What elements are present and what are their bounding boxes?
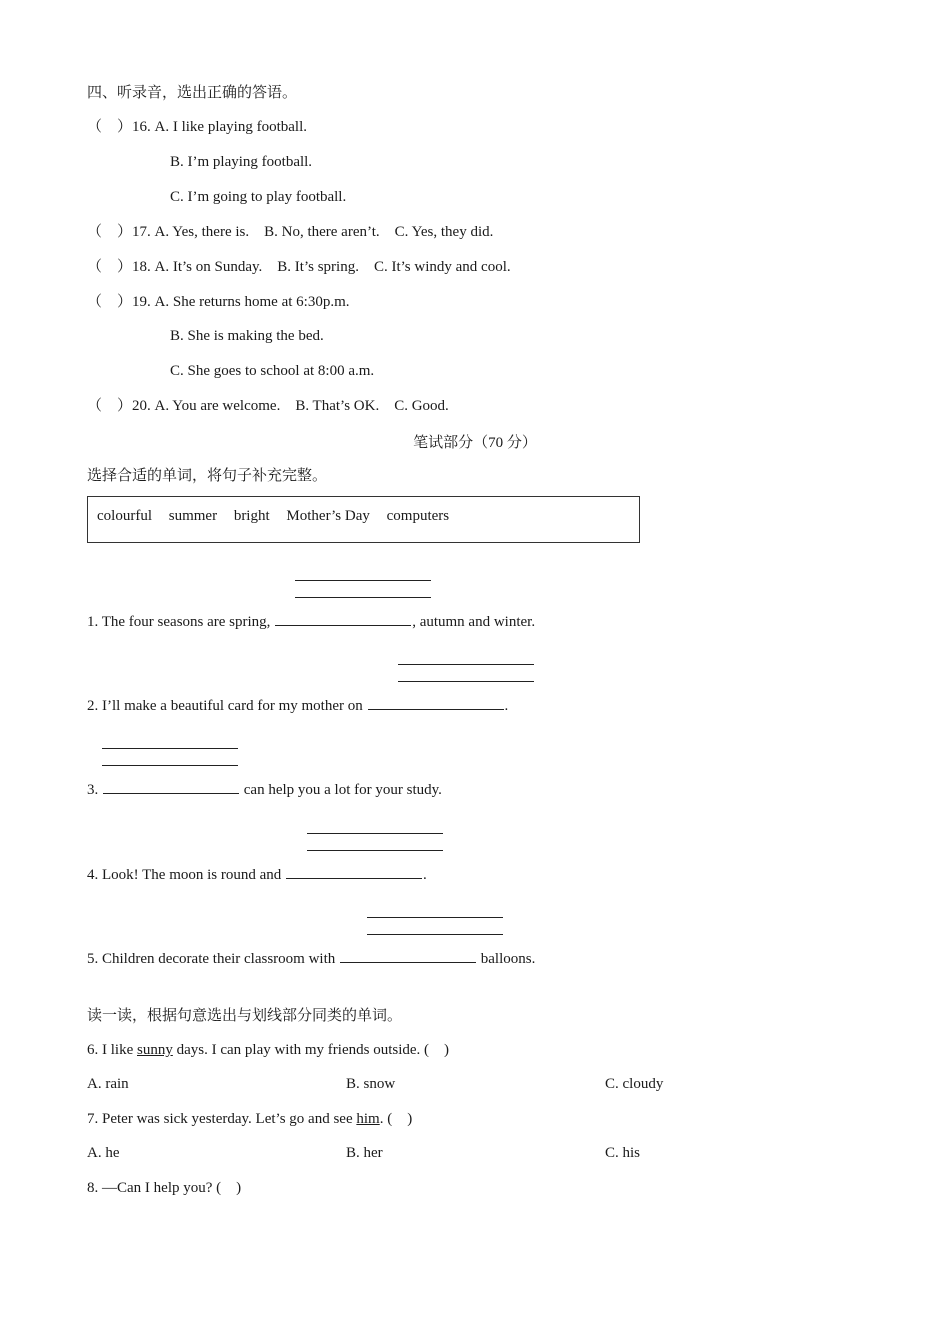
sentence-3 <box>87 778 442 799</box>
answer-line-decoration <box>307 833 443 851</box>
word-bank-item: bright <box>233 508 270 524</box>
question-16 <box>87 118 307 136</box>
question-6-option-c[interactable]: C. cloudy <box>605 1076 664 1092</box>
word-bank-item: colourful <box>97 508 152 524</box>
question-19-option-c: C. She goes to school at 8:00 a.m. <box>170 363 375 379</box>
question-text[interactable]: . ( ) <box>379 1111 413 1127</box>
sentence-text: can help you a lot for your study. <box>240 782 442 798</box>
question-7-option-b[interactable]: B. her <box>346 1145 383 1161</box>
sentence-5 <box>87 947 535 968</box>
written-section-title: 笔试部分（70 分） <box>413 435 537 451</box>
sentence-1 <box>87 610 535 631</box>
answer-paren[interactable]: （ ） <box>87 398 133 414</box>
question-18 <box>87 258 511 276</box>
question-16-option-b: B. I’m playing football. <box>170 154 313 170</box>
question-text: 7. Peter was sick yesterday. Let’s go and see <box>87 1111 357 1127</box>
question-7-option-a[interactable]: A. he <box>87 1145 120 1161</box>
answer-paren[interactable]: （ ） <box>87 119 133 135</box>
answer-blank[interactable] <box>286 863 422 879</box>
sentence-text: 3. <box>87 782 102 798</box>
question-7 <box>87 1110 412 1128</box>
options: 17. A. Yes, there is. B. No, there aren’t. C. Yes, they did. <box>132 224 494 240</box>
sentence-text: 4. Look! The moon is round and <box>87 867 286 883</box>
answer-paren[interactable]: （ ） <box>87 259 133 275</box>
sentence-text: , autumn and winter. <box>412 614 536 630</box>
word-bank <box>97 508 462 525</box>
question-text[interactable]: days. I can play with my friends outside. ( ) <box>172 1042 450 1058</box>
answer-blank[interactable] <box>340 947 476 963</box>
question-7-option-c[interactable]: C. his <box>605 1145 641 1161</box>
sentence-text: 2. I’ll make a beautiful card for my mother on <box>87 698 367 714</box>
word-bank-item: computers <box>386 508 450 524</box>
answer-line-decoration <box>102 748 238 766</box>
answer-blank[interactable] <box>103 778 239 794</box>
answer-line-decoration <box>398 664 534 682</box>
sentence-text: 5. Children decorate their classroom with <box>87 951 340 967</box>
question-16-option-c: C. I’m going to play football. <box>170 189 347 205</box>
sentence-text: balloons. <box>477 951 536 967</box>
question-19-option-b: B. She is making the bed. <box>170 328 324 344</box>
sentence-text: . <box>423 867 427 883</box>
question-20 <box>87 397 449 415</box>
reading-heading: 读一读，根据句意选出与划线部分同类的单词。 <box>87 1008 403 1024</box>
option-a: 19. A. She returns home at 6:30p.m. <box>132 294 350 310</box>
sentence-text: . <box>504 698 509 714</box>
underlined-word: sunny <box>137 1042 173 1058</box>
question-8[interactable]: 8. —Can I help you? ( ) <box>87 1180 242 1196</box>
answer-paren[interactable]: （ ） <box>87 294 133 310</box>
options: 20. A. You are welcome. B. That’s OK. C. Good. <box>132 398 449 414</box>
word-bank-item: Mother’s Day <box>286 508 370 524</box>
question-17 <box>87 223 493 241</box>
fill-in-heading: 选择合适的单词，将句子补充完整。 <box>87 468 328 484</box>
answer-blank[interactable] <box>368 694 504 710</box>
answer-line-decoration <box>295 580 431 598</box>
sentence-4 <box>87 863 427 884</box>
word-bank-box <box>87 496 640 543</box>
word-bank-item: summer <box>168 508 218 524</box>
answer-line-decoration <box>367 917 503 935</box>
question-6-option-a[interactable]: A. rain <box>87 1076 129 1092</box>
underlined-word: him <box>356 1111 380 1127</box>
option-a: 16. A. I like playing football. <box>132 119 307 135</box>
question-text: 6. I like <box>87 1042 137 1058</box>
sentence-text: 1. The four seasons are spring, <box>87 614 275 630</box>
question-6-option-b[interactable]: B. snow <box>346 1076 396 1092</box>
question-6 <box>87 1041 449 1059</box>
sentence-2 <box>87 694 508 715</box>
answer-paren[interactable]: （ ） <box>87 224 133 240</box>
listening-heading: 四、听录音，选出正确的答语。 <box>87 85 298 101</box>
options: 18. A. It’s on Sunday. B. It’s spring. C. It’s windy and cool. <box>132 259 511 275</box>
question-19 <box>87 293 350 311</box>
answer-blank[interactable] <box>275 610 411 626</box>
